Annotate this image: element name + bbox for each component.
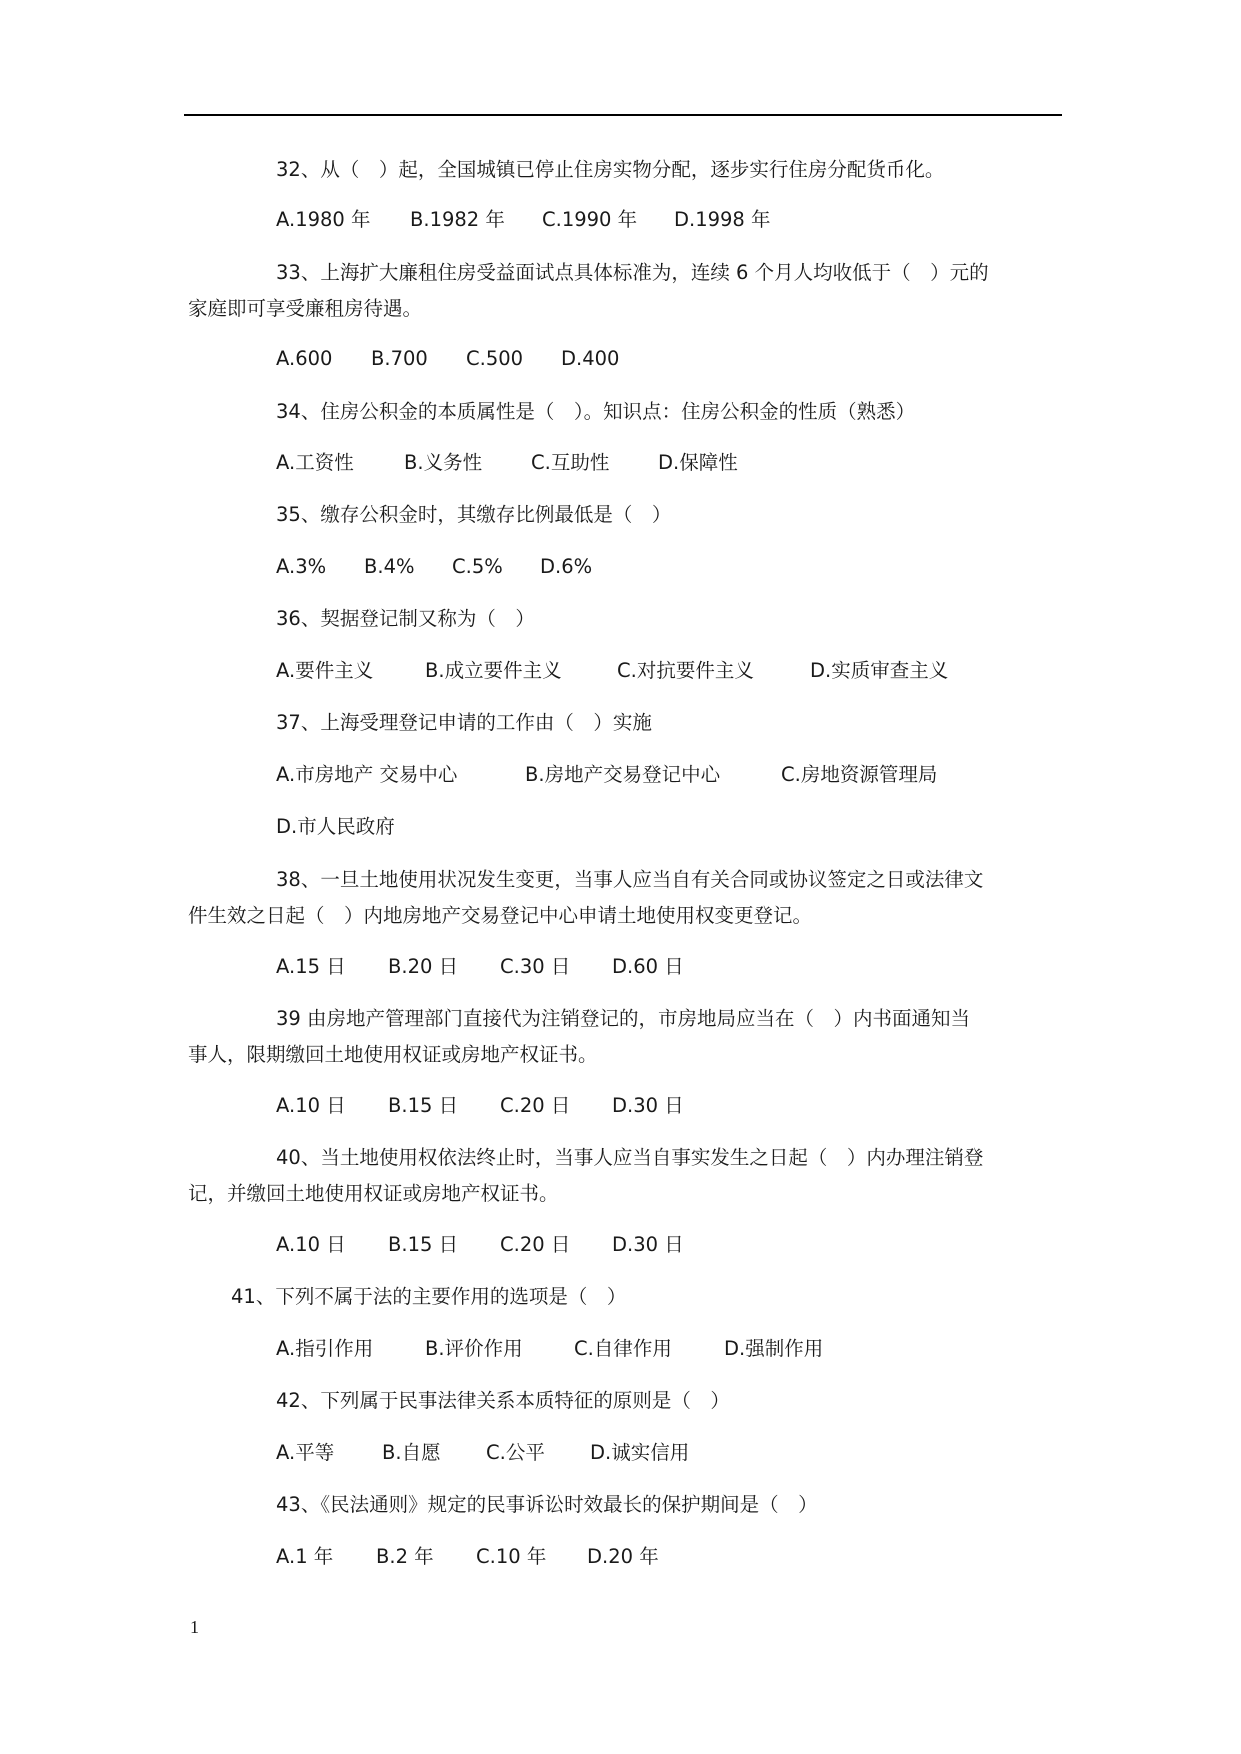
question-37-options [276,763,937,787]
question-35-line-1: 35、缴存公积金时，其缴存比例最低是（ ） [276,503,672,526]
question-40-options [276,1233,684,1257]
question-32-line-1: 32、从（ ）起，全国城镇已停止住房实物分配，逐步实行住房分配货币化。 [276,158,945,181]
question-37-options-row-2 [276,815,395,839]
question-34-line-1: 34、住房公积金的本质属性是（ ）。知识点：住房公积金的性质（熟悉） [276,400,916,423]
option-a: A.10 日 [276,1094,346,1117]
question-36-line-1: 36、契据登记制又称为（ ） [276,607,535,630]
option-c: C.对抗要件主义 [617,659,754,682]
option-b: B.义务性 [404,451,483,474]
option-b: B.20 日 [388,955,459,978]
option-c: C.20 日 [500,1233,571,1256]
option-d: D.30 日 [612,1094,684,1117]
option-b: B.2 年 [376,1545,434,1568]
option-c: C.互助性 [531,451,610,474]
option-a: A.3% [276,555,327,578]
option-a: A.1 年 [276,1545,334,1568]
question-36-options [276,659,948,683]
question-42-options [276,1441,689,1465]
question-42-line-1: 42、下列属于民事法律关系本质特征的原则是（ ） [276,1389,730,1412]
option-b: B.成立要件主义 [425,659,562,682]
option-b: B.房地产交易登记中心 [525,763,721,786]
question-40-line-2: 记，并缴回土地使用权证或房地产权证书。 [188,1182,559,1205]
option-c: C.公平 [486,1441,545,1464]
option-a: A.15 日 [276,955,346,978]
question-41-options [276,1337,823,1361]
option-c: C.30 日 [500,955,571,978]
question-34-options [276,451,738,475]
option-a: A.10 日 [276,1233,346,1256]
option-d: D.60 日 [612,955,684,978]
question-39-line-1: 39 由房地产管理部门直接代为注销登记的，市房地局应当在（ ）内书面通知当 [276,1007,971,1030]
option-b: B.15 日 [388,1233,459,1256]
option-c: C.10 年 [476,1545,547,1568]
option-b: B.15 日 [388,1094,459,1117]
question-41-line-1: 41、下列不属于法的主要作用的选项是（ ） [231,1285,627,1308]
option-b: B.评价作用 [425,1337,523,1360]
option-a: A.平等 [276,1441,335,1464]
option-c: C.5% [452,555,503,578]
question-38-line-1: 38、一旦土地使用状况发生变更，当事人应当自有关合同或协议签定之日或法律文 [276,868,984,891]
question-39-options [276,1094,684,1118]
question-32-options [276,208,771,232]
option-c: C.房地资源管理局 [781,763,938,786]
option-a: A.600 [276,347,333,370]
option-c: C.自律作用 [574,1337,672,1360]
question-38-line-2: 件生效之日起（ ）内地房地产交易登记中心申请土地使用权变更登记。 [188,904,813,927]
option-a: A.要件主义 [276,659,374,682]
option-c: C.1990 年 [542,208,638,231]
option-a: A.工资性 [276,451,354,474]
option-d: D.保障性 [658,451,738,474]
option-b: B.自愿 [382,1441,441,1464]
question-43-line-1: 43、《民法通则》规定的民事诉讼时效最长的保护期间是（ ） [276,1493,818,1516]
question-33-options [276,347,619,371]
option-d: D.6% [540,555,593,578]
option-d: D.强制作用 [724,1337,824,1360]
option-d: D.实质审查主义 [810,659,949,682]
question-35-options [276,555,592,579]
option-d: D.1998 年 [674,208,771,231]
option-d: D.30 日 [612,1233,684,1256]
question-33-line-1: 33、上海扩大廉租住房受益面试点具体标准为，连续 6 个月人均收低于（ ）元的 [276,261,989,284]
option-c: C.20 日 [500,1094,571,1117]
question-39-line-2: 事人，限期缴回土地使用权证或房地产权证书。 [188,1043,598,1066]
header-rule [184,114,1062,116]
page-number: 1 [190,1617,199,1637]
question-40-line-1: 40、当土地使用权依法终止时，当事人应当自事实发生之日起（ ）内办理注销登 [276,1146,984,1169]
option-d: D.市人民政府 [276,815,395,838]
question-37-line-1: 37、上海受理登记申请的工作由（ ）实施 [276,711,652,734]
option-b: B.700 [371,347,428,370]
option-b: B.4% [364,555,415,578]
option-a: A.指引作用 [276,1337,374,1360]
option-a: A.市房地产 交易中心 [276,763,458,786]
option-d: D.400 [561,347,620,370]
question-38-options [276,955,684,979]
option-d: D.诚实信用 [590,1441,690,1464]
option-c: C.500 [466,347,524,370]
option-a: A.1980 年 [276,208,371,231]
option-b: B.1982 年 [410,208,505,231]
option-d: D.20 年 [587,1545,659,1568]
question-33-line-2: 家庭即可享受廉租房待遇。 [188,297,423,320]
question-43-options [276,1545,659,1569]
